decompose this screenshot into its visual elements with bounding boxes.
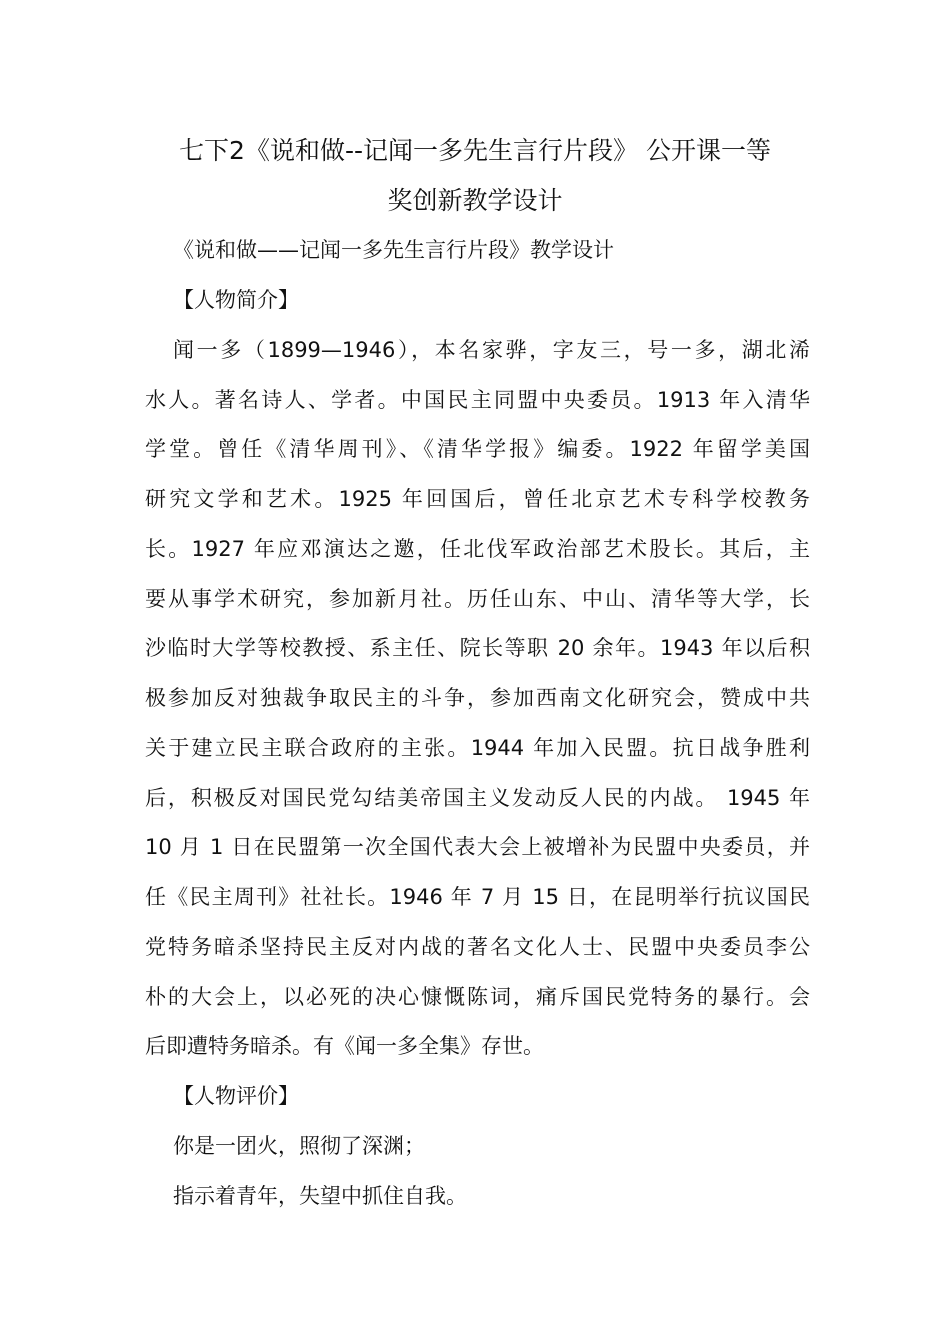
intro-line: 要从事学术研究，参加新月社。历任山东、中山、清华等大学，长 — [145, 587, 810, 611]
intro-line: 极参加反对独裁争取民主的斗争，参加西南文化研究会，赞成中共 — [145, 686, 810, 710]
intro-line: 研究文学和艺术。1925 年回国后，曾任北京艺术专科学校教务 — [145, 487, 810, 511]
poem-line: 你是一团火，照彻了深渊； — [173, 1134, 425, 1158]
document-subtitle: 《说和做——记闻一多先生言行片段》教学设计 — [173, 238, 614, 262]
intro-line: 党特务暗杀坚持民主反对内战的著名文化人士、民盟中央委员李公 — [145, 935, 810, 959]
intro-line: 后即遭特务暗杀。有《闻一多全集》存世。 — [145, 1034, 544, 1058]
intro-line: 水人。著名诗人、学者。中国民主同盟中央委员。1913 年入清华 — [145, 388, 810, 412]
intro-line: 学堂。曾任《清华周刊》、《清华学报》编委。1922 年留学美国 — [145, 437, 810, 461]
document-title-line-1: 七下2《说和做--记闻一多先生言行片段》 公开课一等 — [179, 136, 771, 165]
intro-line: 朴的大会上，以必死的决心慷慨陈词，痛斥国民党特务的暴行。会 — [145, 985, 810, 1009]
intro-line: 关于建立民主联合政府的主张。1944 年加入民盟。抗日战争胜利 — [145, 736, 810, 760]
intro-line: 任《民主周刊》社社长。1946 年 7 月 15 日，在昆明举行抗议国民 — [145, 885, 810, 909]
document-title-line-2: 奖创新教学设计 — [387, 186, 563, 215]
intro-line: 沙临时大学等校教授、系主任、院长等职 20 余年。1943 年以后积 — [145, 636, 810, 660]
intro-line: 10 月 1 日在民盟第一次全国代表大会上被增补为民盟中央委员，并 — [145, 835, 810, 859]
section-heading-profile: 【人物简介】 — [173, 288, 299, 312]
intro-line: 后，积极反对国民党勾结美帝国主义发动反人民的内战。 1945 年 — [145, 786, 810, 810]
intro-line: 闻一多（1899—1946），本名家骅，字友三，号一多，湖北浠 — [173, 338, 810, 362]
section-heading-evaluation: 【人物评价】 — [173, 1084, 299, 1108]
intro-line: 长。1927 年应邓演达之邀，任北伐军政治部艺术股长。其后，主 — [145, 537, 810, 561]
poem-line: 指示着青年，失望中抓住自我。 — [173, 1184, 467, 1208]
